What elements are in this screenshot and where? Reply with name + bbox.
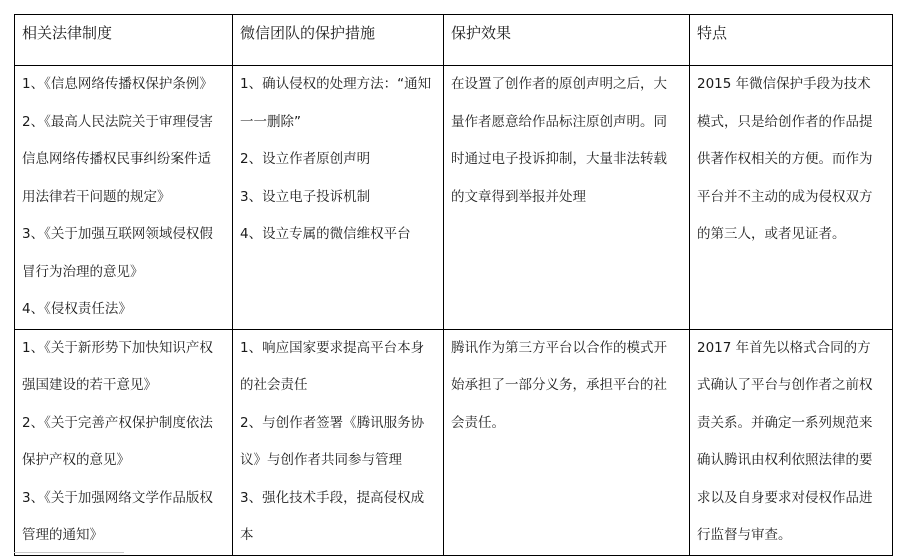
- page-edge-divider: [14, 552, 124, 553]
- law-item: 2、《关于完善产权保护制度依法保护产权的意见》: [22, 414, 213, 468]
- table-header-row: [15, 15, 893, 66]
- effect-cell: 在设置了创作者的原创声明之后，大量作者愿意给作品标注原创声明。同时通过电子投诉抑制，大量非法转载的文章得到举报并处理: [444, 66, 690, 330]
- measure-item: 3、设立电子投诉机制: [240, 188, 371, 205]
- measure-item: 4、设立专属的微信维权平台: [240, 226, 411, 242]
- feature-cell: 2015 年微信保护手段为技术模式，只是给创作者的作品提供著作权相关的方便。而作为平台并不主动的成为侵权双方的第三人，或者见证者。: [690, 66, 893, 330]
- measure-item: 2、设立作者原创声明: [240, 151, 371, 167]
- effect-cell: 腾讯作为第三方平台以合作的模式开始承担了一部分义务，承担平台的社会责任。: [444, 329, 690, 555]
- law-item: 1、《关于新形势下加快知识产权强国建设的若干意见》: [22, 339, 213, 393]
- feature-cell: 2017 年首先以格式合同的方式确认了平台与创作者之前权责关系。并确定一系列规范来确认腾讯由权利依照法律的要求以及自身要求对侵权作品进行监督与审查。: [690, 329, 893, 555]
- measure-item: 2、与创作者签署《腾讯服务协议》与创作者共同参与管理: [240, 414, 425, 468]
- law-item: 3、《关于加强互联网领域侵权假冒行为治理的意见》: [22, 226, 213, 280]
- law-comparison-table: [14, 14, 893, 556]
- measure-item: 3、强化技术手段，提高侵权成本: [240, 489, 425, 543]
- measures-cell: [233, 329, 444, 555]
- header-effect: 保护效果: [444, 15, 690, 66]
- measure-item: 1、确认侵权的处理方法：“通知一一删除”: [240, 76, 432, 130]
- laws-cell: [15, 66, 233, 330]
- law-item: 4、《侵权责任法》: [22, 301, 132, 317]
- table-row: [15, 329, 893, 555]
- law-item: 2、《最高人民法院关于审理侵害信息网络传播权民事纠纷案件适用法律若干问题的规定》: [22, 113, 213, 205]
- header-laws: 相关法律制度: [15, 15, 233, 66]
- laws-cell: [15, 329, 233, 555]
- header-feature: 特点: [690, 15, 893, 66]
- law-item: 3、《关于加强网络文学作品版权管理的通知》: [22, 489, 213, 543]
- law-item: 1、《信息网络传播权保护条例》: [22, 76, 213, 92]
- header-measures: 微信团队的保护措施: [233, 15, 444, 66]
- table-row: [15, 66, 893, 330]
- measures-cell: [233, 66, 444, 330]
- measure-item: 1、响应国家要求提高平台本身的社会责任: [240, 339, 425, 393]
